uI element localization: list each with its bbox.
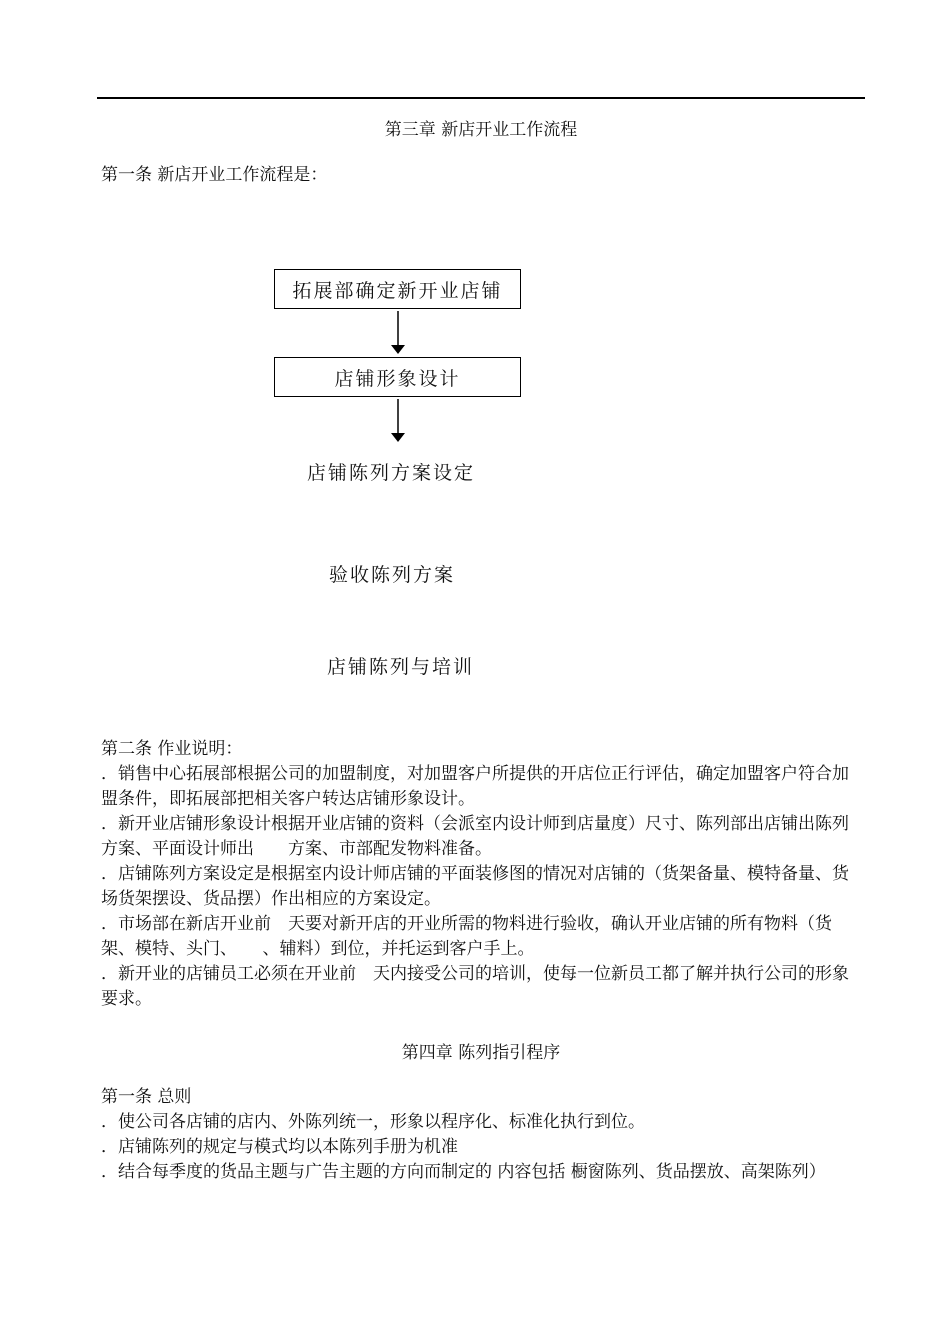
article-2-item-5: ．新开业的店铺员工必须在开业前 天内接受公司的培训，使每一位新员工都了解并执行公司的形象要求。 [101,964,849,1009]
article-2-item-4: ．市场部在新店开业前 天要对新开店的开业所需的物料进行验收，确认开业店铺的所有物料（货架、模特、头门、 、辅料）到位，并托运到客户手上。 [101,914,832,959]
top-rule [97,97,865,99]
article-2-item-3: ．店铺陈列方案设定是根据室内设计师店铺的平面装修图的情况对店铺的（货架备量、模特备量、货场货架摆设、货品摆）作出相应的方案设定。 [101,864,849,909]
flow-step-4-label: 验收陈列方案 [329,564,456,586]
chapter-3-article-1: 第一条 新店开业工作流程是： [101,165,328,185]
chapter-4-item-2: ．店铺陈列的规定与模式均以本陈列手册为机准 [101,1137,458,1157]
chapter-4-title: 第四章 陈列指引程序 [401,1043,561,1063]
chapter-4-item-1: ．使公司各店铺的店内、外陈列统一，形象以程序化、标准化执行到位。 [101,1112,645,1132]
article-2-heading: 第二条 作业说明： [101,739,243,759]
chapter-3-article-2 [101,737,865,1012]
chapter-4-article-1 [101,1085,865,1185]
article-2-item-1: ．销售中心拓展部根据公司的加盟制度，对加盟客户所提供的开店位正行评估，确定加盟客户符合加盟条件，即拓展部把相关客户转达店铺形象设计。 [101,764,849,809]
flow-step-1-box [274,269,521,309]
flow-step-1-label: 拓展部确定新开业店铺 [292,279,503,302]
flow-step-2-box [274,357,521,397]
chapter-3-title: 第三章 新店开业工作流程 [384,120,578,140]
flow-step-3-label: 店铺陈列方案设定 [307,462,476,484]
flow-step-5-label: 店铺陈列与培训 [327,656,475,678]
flow-arrow-2 [388,399,408,443]
article-2-item-2: ．新开业店铺形象设计根据开业店铺的资料（会派室内设计师到店量度）尺寸、陈列部出店铺出陈列方案、平面设计师出 方案、市部配发物料准备。 [101,814,849,859]
flow-arrow-1 [388,311,408,355]
chapter-4-item-3: ．结合每季度的货品主题与广告主题的方向而制定的 内容包括 橱窗陈列、货品摆放、高架陈列） [101,1162,826,1182]
chapter-4-article-1-heading: 第一条 总则 [101,1087,192,1107]
flow-step-2-label: 店铺形象设计 [334,367,461,390]
